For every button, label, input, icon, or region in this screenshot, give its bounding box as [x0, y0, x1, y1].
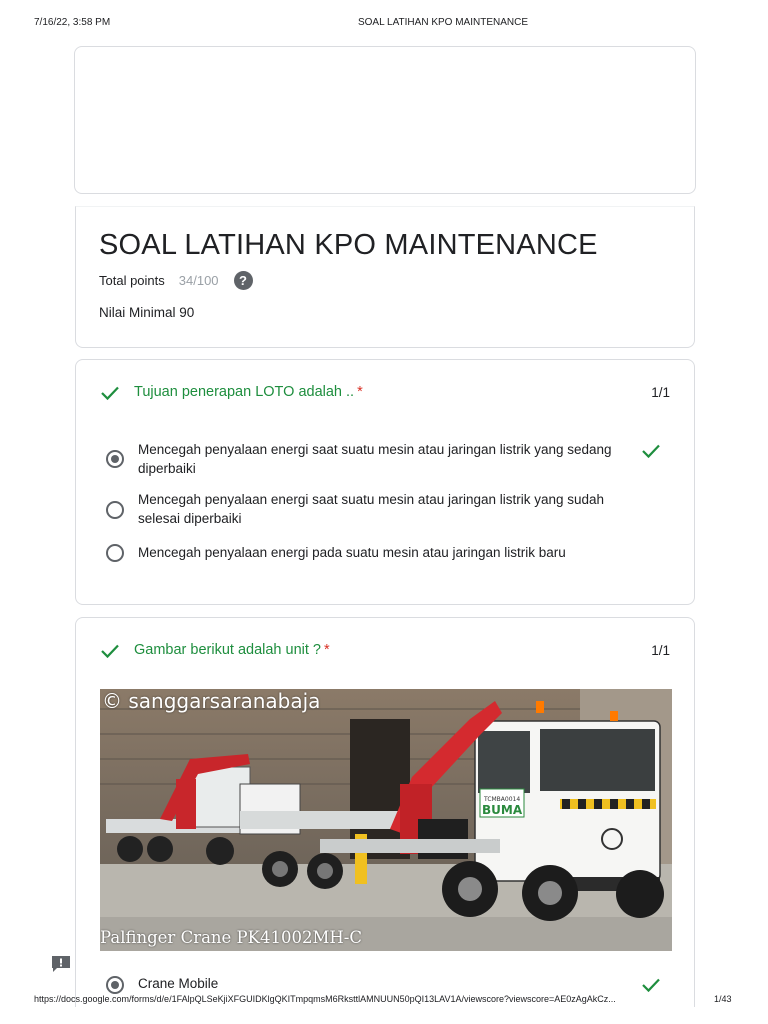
question-image: [100, 689, 672, 951]
print-header: [0, 17, 768, 31]
truck-number-label: TCMBA0014: [484, 796, 521, 803]
answer-option[interactable]: [106, 442, 636, 488]
form-title: SOAL LATIHAN KPO MAINTENANCE: [99, 229, 598, 261]
option-label: Crane Mobile: [138, 976, 219, 991]
required-marker: *: [324, 642, 330, 658]
form-header-card: [75, 206, 695, 348]
print-footer: [0, 994, 768, 1008]
question-header: [100, 640, 672, 662]
correct-check-icon: [100, 642, 120, 660]
help-circle-icon[interactable]: ?: [234, 271, 253, 290]
crane-truck-photo: [100, 689, 672, 951]
option-label: Mencegah penyalaan energi pada suatu mesin atau jaringan listrik baru: [138, 545, 566, 560]
option-label: Mencegah penyalaan energi saat suatu mesin atau jaringan listrik yang sudah selesai diperbaiki: [138, 492, 605, 526]
total-points-label: Total points: [99, 272, 165, 288]
feedback-icon[interactable]: [50, 954, 72, 974]
answer-option[interactable]: [106, 544, 636, 566]
correct-check-icon: [100, 384, 120, 402]
question-card: [75, 359, 695, 605]
radio-selected[interactable]: [106, 450, 124, 468]
form-description: Nilai Minimal 90: [99, 305, 195, 320]
radio-unselected[interactable]: [106, 544, 124, 562]
page-url: https://docs.google.com/forms/d/e/1FAlpQLSeKjiXFGUIDKlgQKITmpqmsM6RksttlAMNUUN50pQI13LAV1A/viewscore?viewscore=AE0zAgAkCz...: [34, 994, 616, 1004]
question-score: 1/1: [651, 385, 670, 400]
correct-check-icon: [641, 442, 661, 460]
print-title: SOAL LATIHAN KPO MAINTENANCE: [357, 17, 529, 28]
page-number: 1/43: [714, 994, 732, 1004]
total-points-value: 34/100: [178, 272, 219, 288]
question-header: [100, 382, 672, 404]
answer-option[interactable]: [106, 492, 636, 540]
question-card: [75, 617, 695, 1007]
required-marker: *: [357, 384, 363, 400]
option-label: Mencegah penyalaan energi saat suatu mesin atau jaringan listrik yang sedang diperbaiki: [138, 442, 612, 476]
total-points: [99, 269, 253, 291]
question-text: Gambar berikut adalah unit ? *: [134, 642, 330, 658]
question-score: 1/1: [651, 643, 670, 658]
radio-selected[interactable]: [106, 976, 124, 994]
image-watermark: © sanggarsaranabaja: [102, 689, 321, 713]
print-date: 7/16/22, 3:58 PM: [34, 17, 111, 28]
image-caption: Palfinger Crane PK41002MH-C: [100, 928, 362, 947]
radio-unselected[interactable]: [106, 501, 124, 519]
form-banner: [74, 46, 696, 194]
truck-logo: BUMA: [482, 803, 523, 817]
question-text: Tujuan penerapan LOTO adalah .. *: [134, 384, 363, 400]
correct-check-icon: [641, 976, 661, 994]
